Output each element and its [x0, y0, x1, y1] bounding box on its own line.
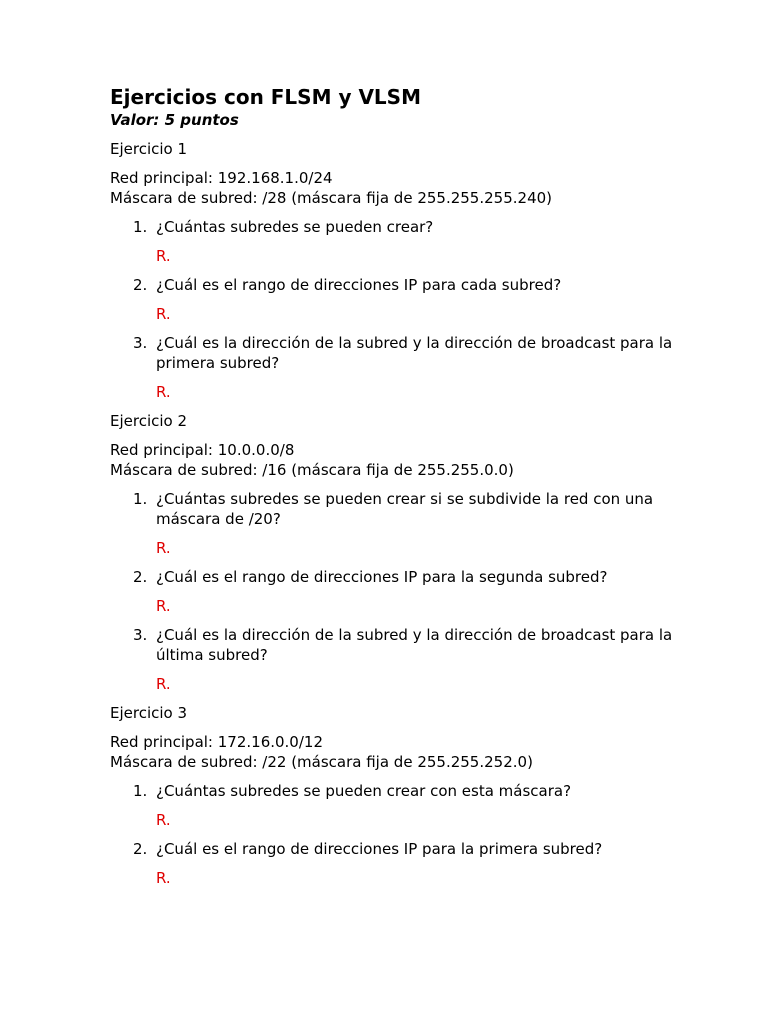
- exercise-1: [110, 139, 688, 402]
- answer-label: R.: [156, 869, 171, 887]
- answer-label: R.: [156, 597, 171, 615]
- answer-label: R.: [156, 675, 171, 693]
- answer-label: R.: [156, 383, 171, 401]
- question-number: 3.: [133, 626, 148, 644]
- network-line: Red principal: 172.16.0.0/12: [110, 733, 323, 751]
- exercise-heading: Ejercicio 2: [110, 412, 188, 430]
- document-title: Ejercicios con FLSM y VLSM: [110, 85, 421, 109]
- question-number: 2.: [133, 568, 148, 586]
- mask-line: Máscara de subred: /28 (máscara fija de 255.255.255.240): [110, 189, 553, 207]
- question-item: [110, 625, 688, 694]
- exercise-info: [110, 168, 688, 208]
- question-item: [110, 839, 688, 888]
- question-item: [110, 333, 688, 402]
- question-text: ¿Cuántas subredes se pueden crear?: [156, 218, 434, 236]
- question-list: [110, 217, 688, 402]
- question-number: 3.: [133, 334, 148, 352]
- network-line: Red principal: 192.168.1.0/24: [110, 169, 333, 187]
- document-subtitle: Valor: 5 puntos: [110, 111, 239, 129]
- exercise-3: [110, 703, 688, 888]
- question-item: [110, 275, 688, 324]
- question-text: ¿Cuántas subredes se pueden crear si se subdivide la red con una máscara de /20?: [156, 490, 654, 528]
- mask-line: Máscara de subred: /22 (máscara fija de 255.255.252.0): [110, 753, 533, 771]
- question-list: [110, 781, 688, 888]
- network-line: Red principal: 10.0.0.0/8: [110, 441, 295, 459]
- question-text: ¿Cuál es el rango de direcciones IP para cada subred?: [156, 276, 562, 294]
- exercise-heading: Ejercicio 3: [110, 704, 188, 722]
- answer-label: R.: [156, 305, 171, 323]
- exercise-2: [110, 411, 688, 694]
- question-number: 2.: [133, 276, 148, 294]
- question-number: 1.: [133, 218, 148, 236]
- exercise-info: [110, 732, 688, 772]
- question-list: [110, 489, 688, 694]
- question-text: ¿Cuál es el rango de direcciones IP para la segunda subred?: [156, 568, 608, 586]
- answer-label: R.: [156, 811, 171, 829]
- question-text: ¿Cuál es la dirección de la subred y la dirección de broadcast para la última subred?: [156, 626, 673, 664]
- question-text: ¿Cuántas subredes se pueden crear con esta máscara?: [156, 782, 572, 800]
- question-item: [110, 567, 688, 616]
- question-number: 1.: [133, 490, 148, 508]
- question-text: ¿Cuál es la dirección de la subred y la dirección de broadcast para la primera subred?: [156, 334, 673, 372]
- exercise-info: [110, 440, 688, 480]
- question-item: [110, 489, 688, 558]
- question-item: [110, 781, 688, 830]
- exercise-heading: Ejercicio 1: [110, 140, 188, 158]
- answer-label: R.: [156, 539, 171, 557]
- question-number: 2.: [133, 840, 148, 858]
- question-number: 1.: [133, 782, 148, 800]
- question-item: [110, 217, 688, 266]
- answer-label: R.: [156, 247, 171, 265]
- question-text: ¿Cuál es el rango de direcciones IP para la primera subred?: [156, 840, 603, 858]
- mask-line: Máscara de subred: /16 (máscara fija de 255.255.0.0): [110, 461, 514, 479]
